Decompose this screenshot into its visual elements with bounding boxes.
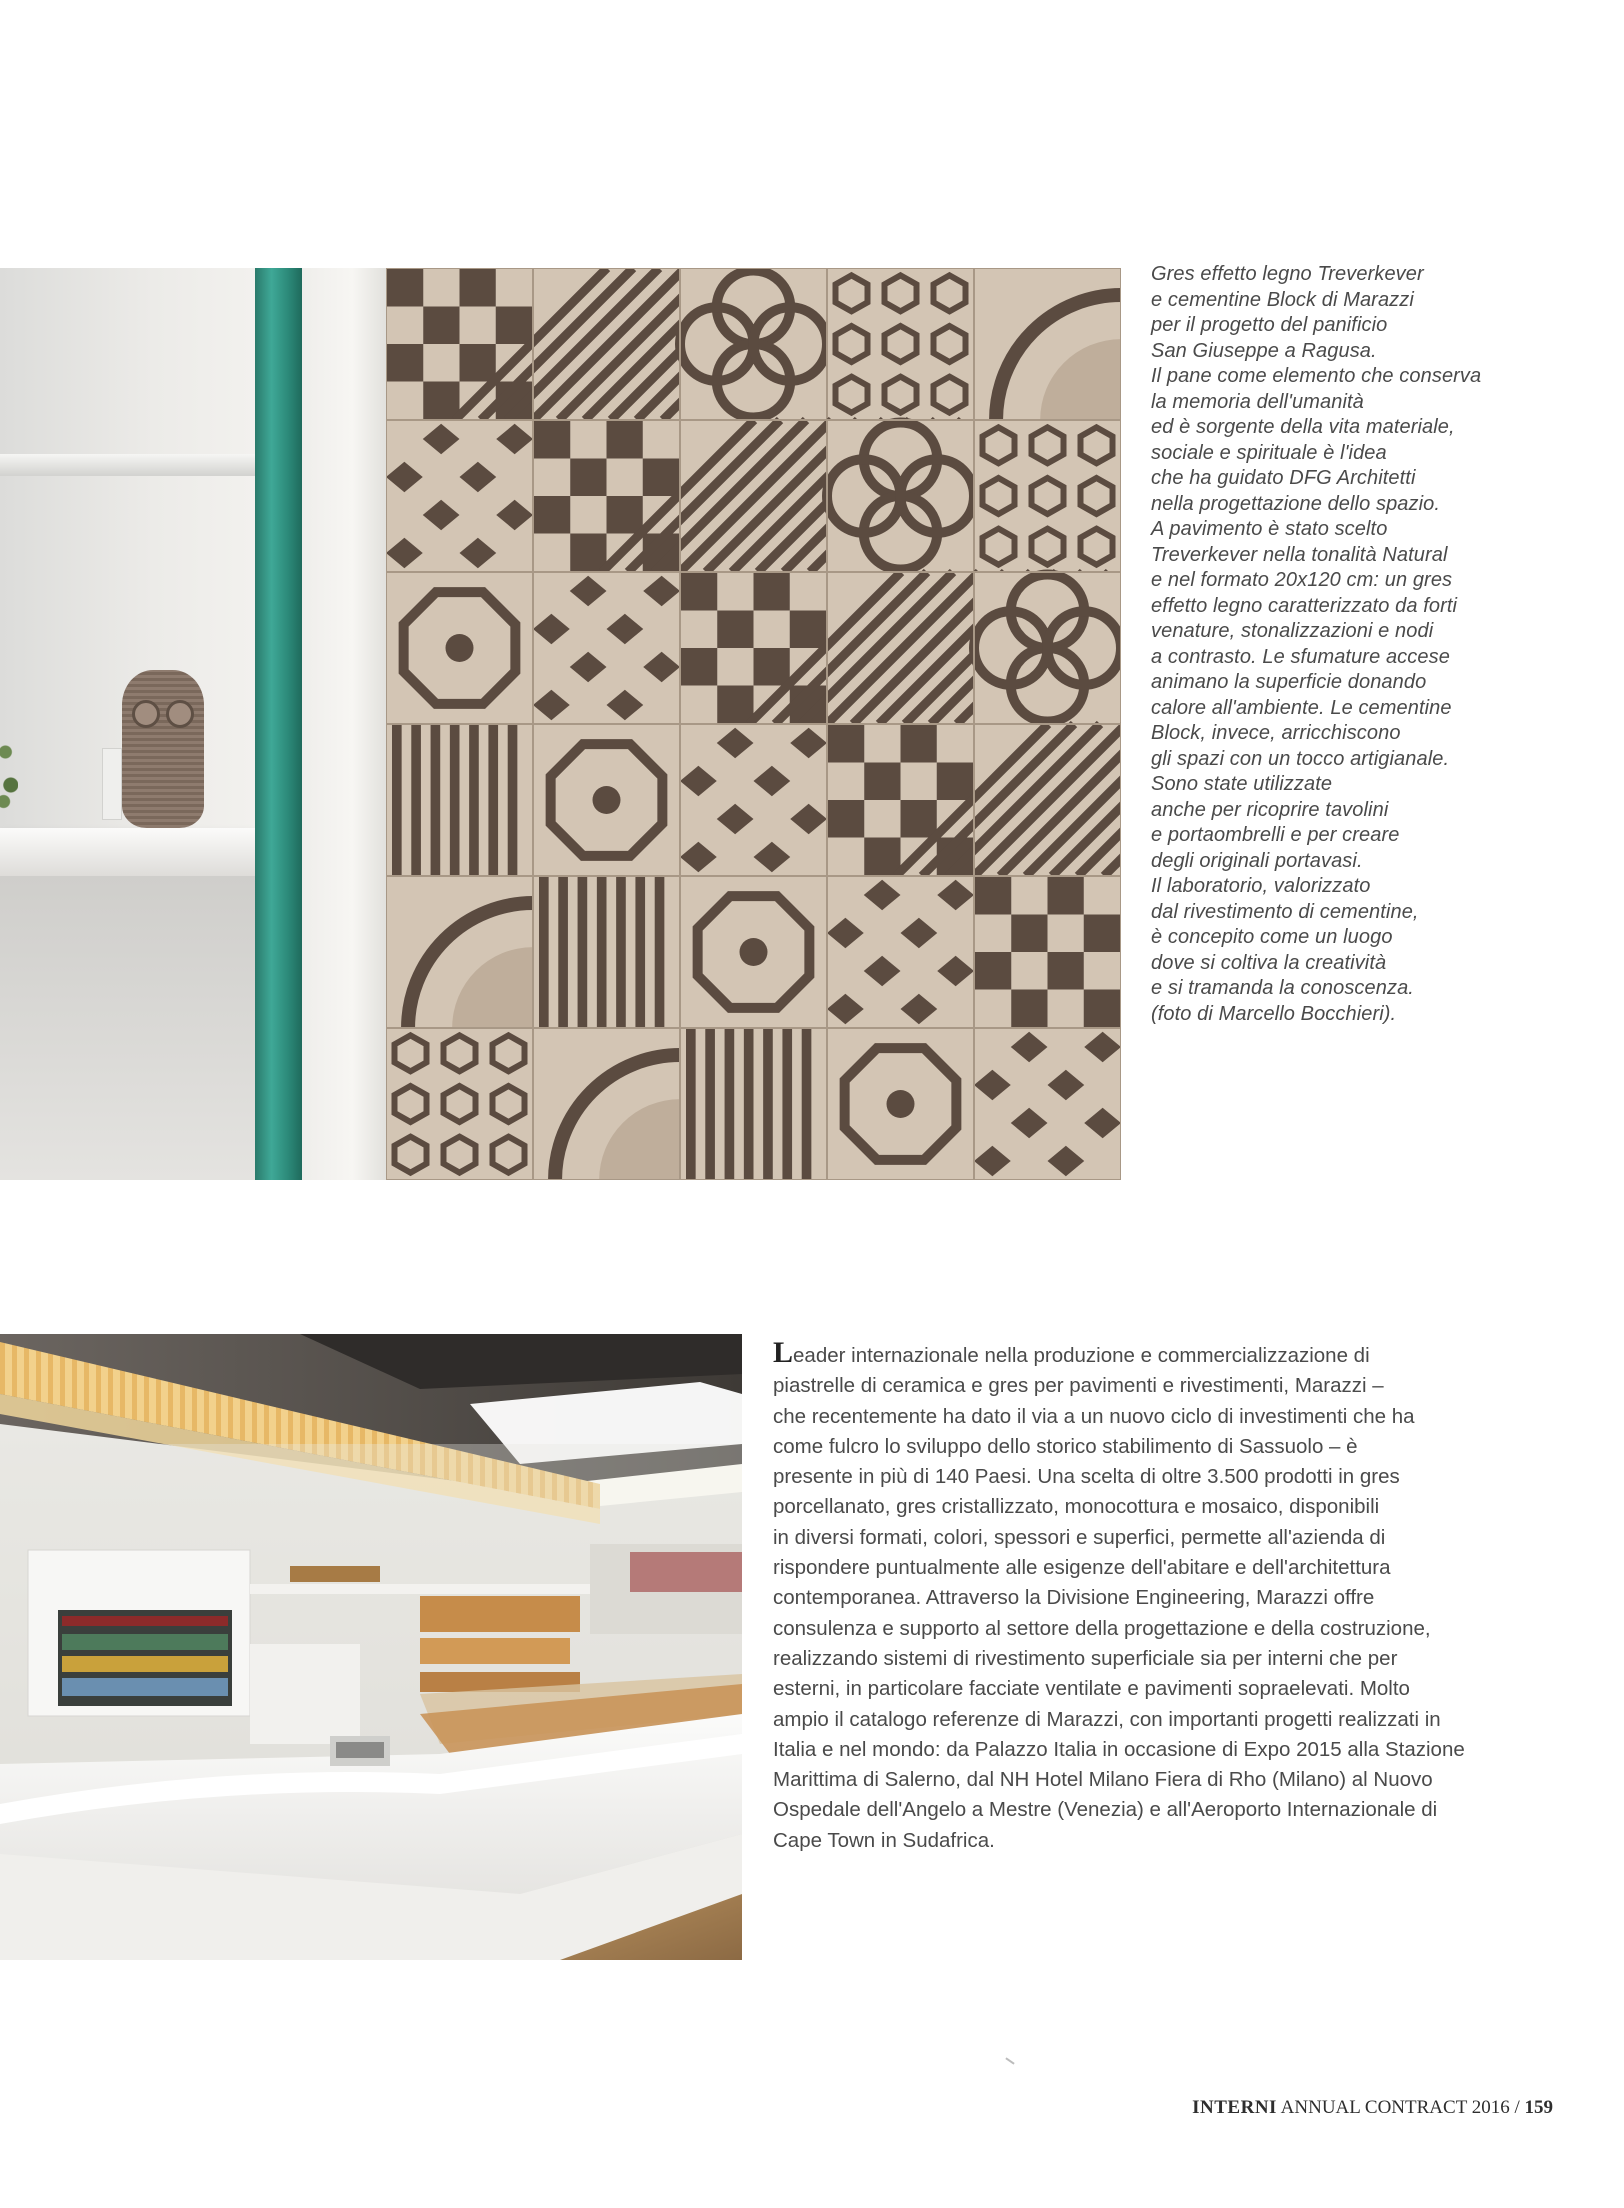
caption-line: a contrasto. Le sfumature accese [1151,645,1450,668]
owl-vase [122,670,204,828]
caption-line: calore all'ambiente. Le cementine [1151,696,1452,719]
caption-line: Il pane come elemento che conserva [1151,365,1482,387]
green-column-strip [255,268,302,1180]
cement-tile [533,876,680,1028]
caption-line: venature, stonalizzazioni e nodi [1151,620,1434,642]
caption-line: (foto di Marcello Bocchieri). [1151,1002,1397,1025]
cement-tile [680,876,827,1028]
caption-line: Treverkever nella tonalità Natural [1151,543,1448,566]
caption-line: effetto legno caratterizzato da forti [1151,594,1458,617]
caption-line: e cementine Block di Marazzi [1151,288,1414,311]
cement-tile [680,724,827,876]
plant-leaves [0,708,18,818]
wall-lower [0,876,255,1180]
cement-tile [386,1028,533,1180]
cement-tile [386,724,533,876]
cement-tile [974,572,1121,724]
caption-line: ed è sorgente della vita materiale, [1151,416,1455,438]
cement-tile [827,724,974,876]
body-line: in diversi formati, colori, spessori e superfici, permette all'azienda di [773,1525,1386,1549]
photo-caption [1151,262,1521,1027]
footer-separator: / [1514,2097,1520,2118]
cement-tile [974,420,1121,572]
caption-line: la memoria dell'umanità [1151,390,1364,413]
body-line: piastrelle di ceramica e gres per pavimenti e rivestimenti, Marazzi – [773,1374,1384,1398]
cement-tile [974,876,1121,1028]
cement-tile [533,420,680,572]
cement-tiles-mosaic [386,268,1121,1180]
article-body [773,1338,1513,1856]
issue-name: ANNUAL CONTRACT 2016 [1280,2097,1510,2118]
body-line: presente in più di 140 Paesi. Una scelta di oltre 3.500 prodotti in gres [773,1465,1400,1489]
body-line: ampio il catalogo referenze di Marazzi, con importanti progetti realizzati in [773,1707,1441,1731]
caption-line: San Giuseppe a Ragusa. [1151,339,1377,362]
body-line: come fulcro lo sviluppo dello storico stabilimento di Sassuolo – è [773,1434,1358,1458]
cement-tile [533,572,680,724]
body-line: realizzando sistemi di rivestimento superficiale sia per interni che per [773,1646,1398,1670]
white-pillar [302,268,386,1180]
cement-tile [827,420,974,572]
bakery-scene [0,1334,742,1960]
page-number: 159 [1524,2097,1553,2118]
caption-line: anche per ricoprire tavolini [1151,798,1389,821]
cement-tile [386,572,533,724]
caption-line: degli originali portavasi. [1151,849,1363,872]
cement-tile [827,1028,974,1180]
cement-tile [680,268,827,420]
cement-tile [680,1028,827,1180]
caption-line: A pavimento è stato scelto [1151,518,1388,540]
body-line: Cape Town in Sudafrica. [773,1828,995,1852]
print-speck [1005,2057,1014,2064]
page-footer [1183,2097,1553,2119]
caption-line: Block, invece, arricchiscono [1151,722,1401,744]
caption-line: nella progettazione dello spazio. [1151,492,1441,515]
caption-line: e si tramanda la conoscenza. [1151,977,1414,999]
caption-line: Il laboratorio, valorizzato [1151,875,1371,897]
body-line: che recentemente ha dato il via a un nuovo ciclo di investimenti che ha [773,1404,1415,1428]
caption-line: animano la superficie donando [1151,671,1427,693]
shelf-upper [0,454,255,476]
cement-tile [680,572,827,724]
caption-line: e nel formato 20x120 cm: un gres [1151,569,1453,591]
cement-tile [533,724,680,876]
magazine-name: INTERNI [1192,2097,1277,2118]
body-line: porcellanato, gres cristallizzato, monocottura e mosaico, disponibili [773,1495,1380,1519]
shelf-lower [0,828,255,876]
caption-line: dal rivestimento di cementine, [1151,900,1419,923]
caption-line: sociale e spirituale è l'idea [1151,441,1387,464]
body-line: consulenza e supporto al settore della progettazione e della costruzione, [773,1616,1431,1640]
body-line: rispondere puntualmente alle esigenze dell'abitare e dell'architettura [773,1556,1391,1580]
body-first-line-text: eader internazionale nella produzione e commercializzazione di [793,1344,1370,1367]
caption-line: e portaombrelli e per creare [1151,824,1400,846]
bakery-interior-photo [0,1334,742,1960]
tile-wall-photo [0,268,1121,1180]
cement-tile [974,1028,1121,1180]
body-first-line [773,1338,1513,1371]
cement-tile [827,268,974,420]
body-line: Ospedale dell'Angelo a Mestre (Venezia) e all'Aeroporto Internazionale di [773,1798,1438,1822]
cement-tile [827,876,974,1028]
body-line: esterni, in particolare facciate ventilate e pavimenti sopraelevati. Molto [773,1677,1410,1701]
caption-line: Sono state utilizzate [1151,773,1333,795]
caption-line: dove si coltiva la creatività [1151,951,1387,974]
cement-tile [386,420,533,572]
body-line: Marittima di Salerno, dal NH Hotel Milano Fiera di Rho (Milano) al Nuovo [773,1768,1433,1792]
caption-line: gli spazi con un tocco artigianale. [1151,747,1450,770]
cement-tile [386,268,533,420]
drop-cap: L [773,1336,794,1369]
caption-line: che ha guidato DFG Architetti [1151,467,1416,489]
light-switch [102,748,122,820]
body-line: Italia e nel mondo: da Palazzo Italia in occasione di Expo 2015 alla Stazione [773,1737,1465,1761]
body-line: contemporanea. Attraverso la Divisione Engineering, Marazzi offre [773,1586,1375,1610]
caption-line: per il progetto del panificio [1151,314,1388,336]
caption-line: Gres effetto legno Treverkever [1151,263,1424,285]
caption-line: è concepito come un luogo [1151,926,1393,948]
